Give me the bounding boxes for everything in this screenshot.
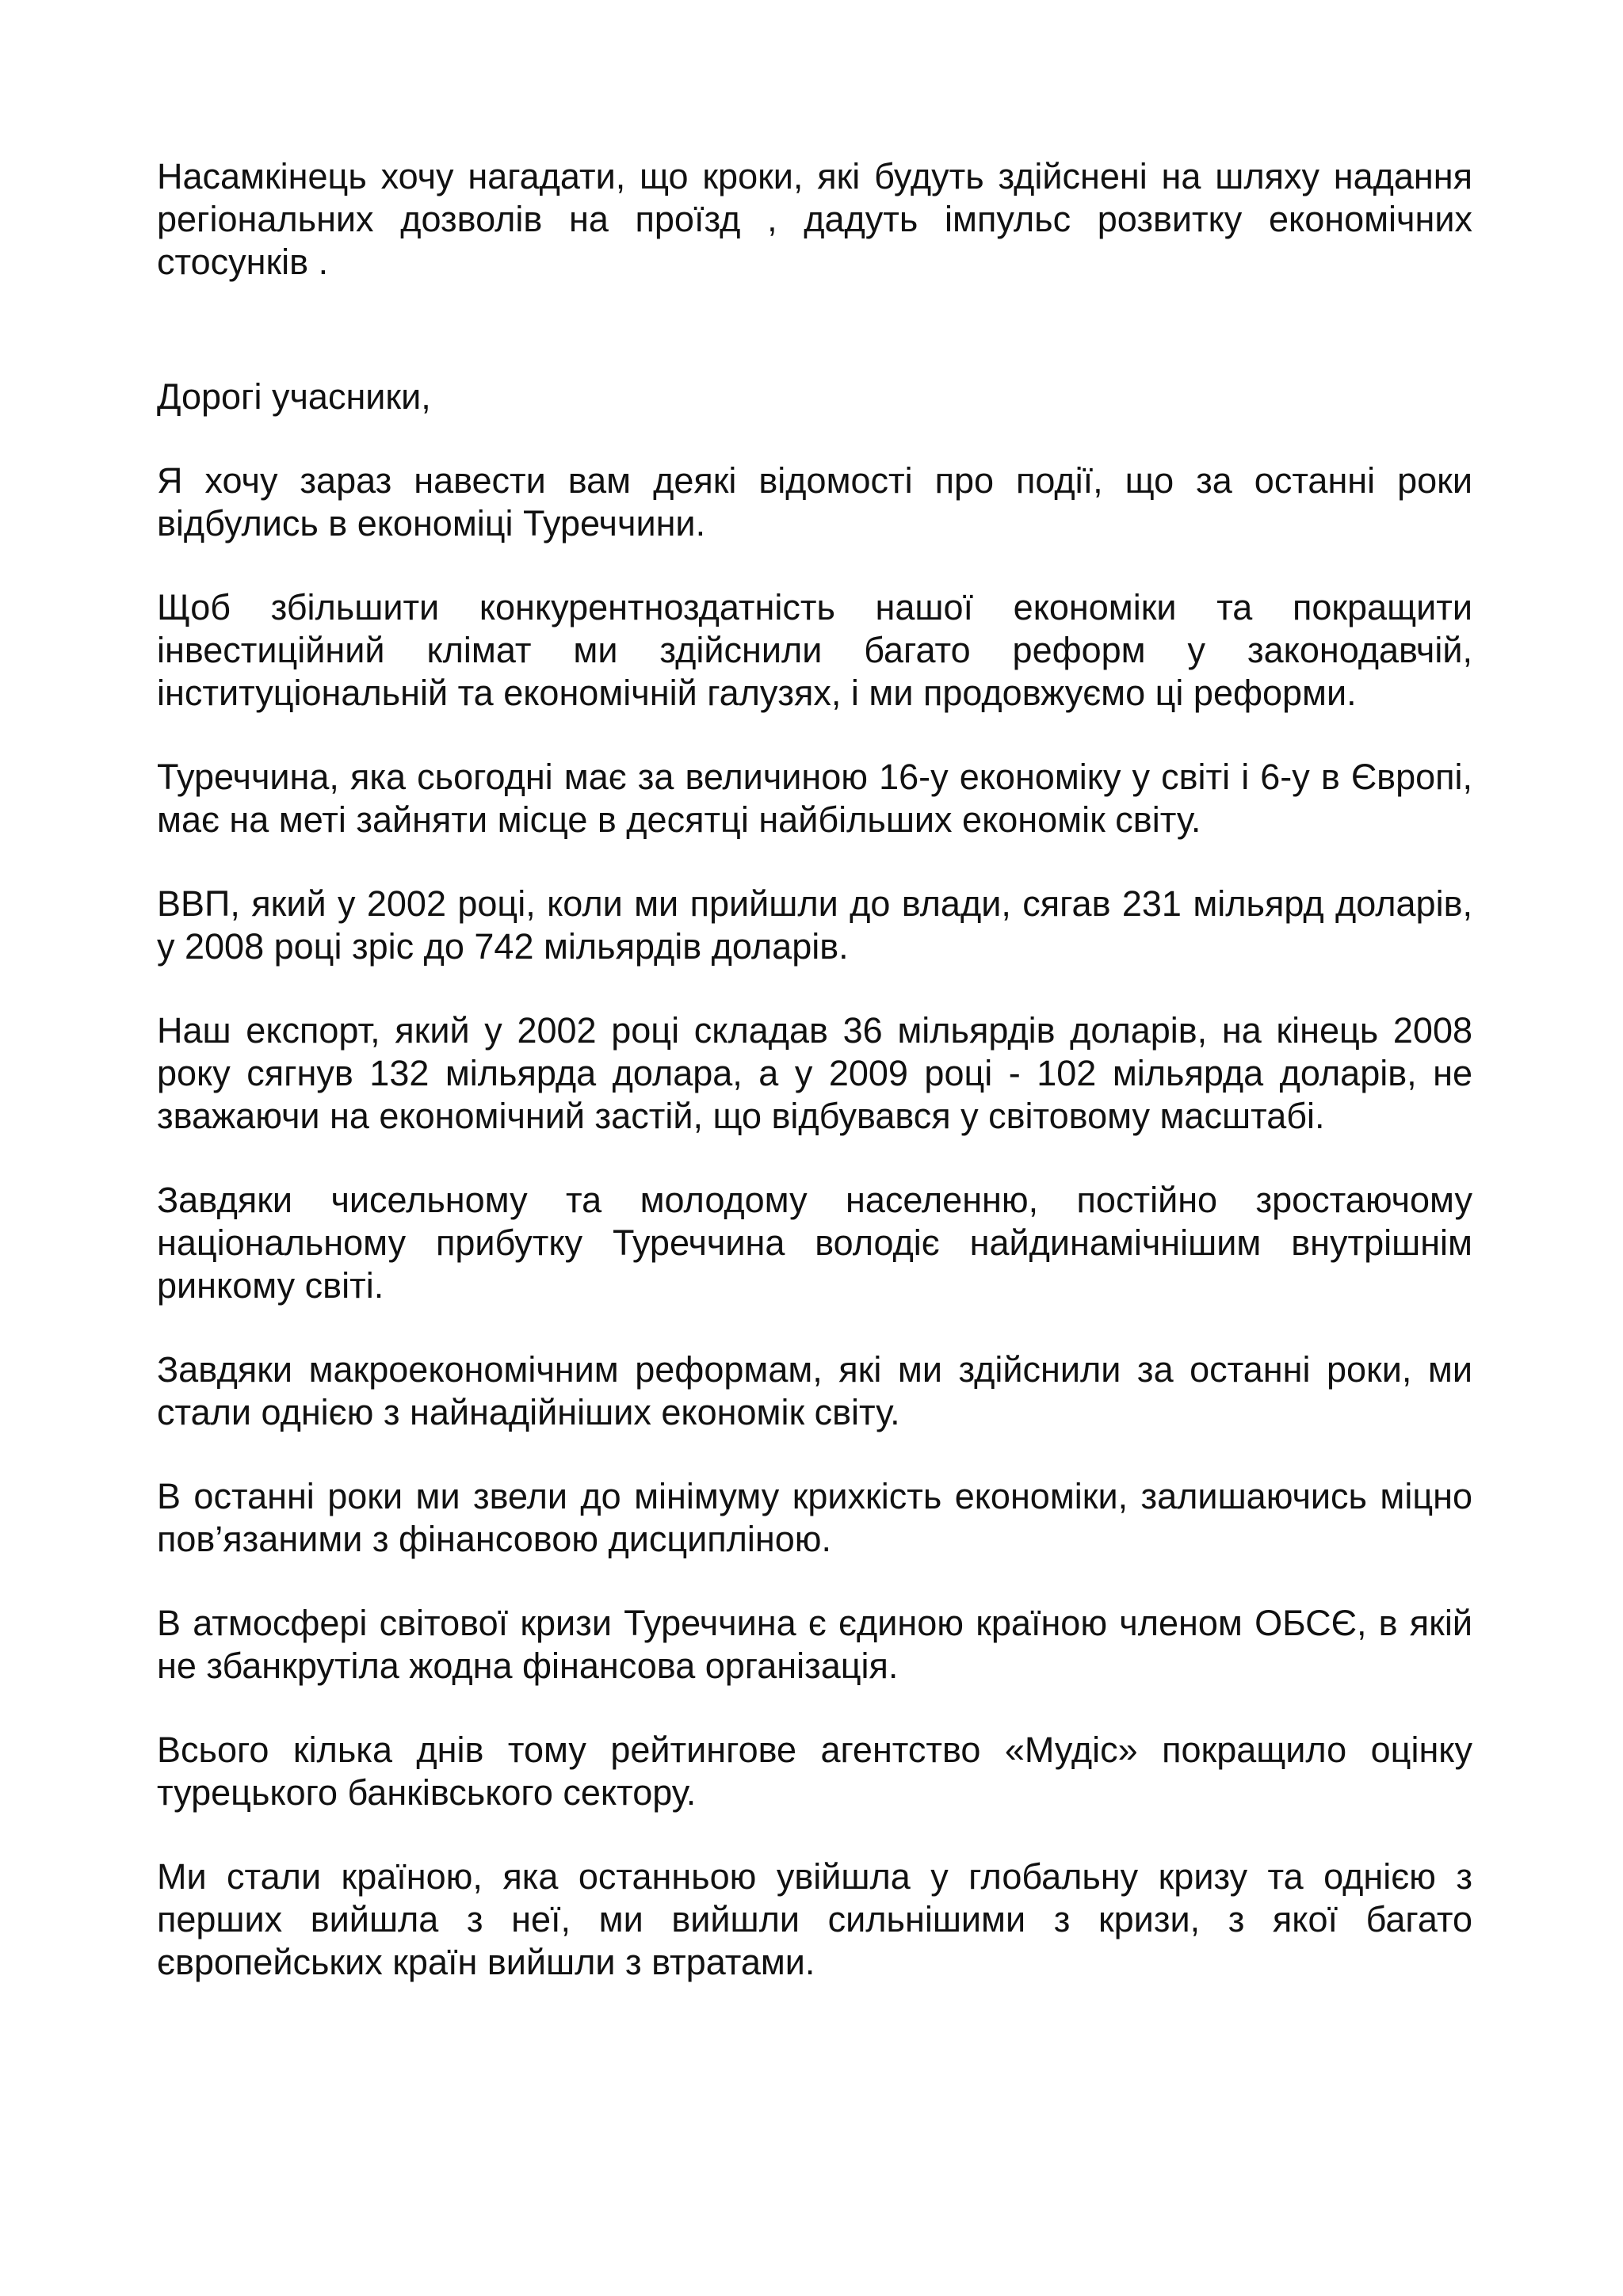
paragraph-fragility: В останні роки ми звели до мінімуму крихкість економіки, залишаючись міцно пов’язаними з фінансовою дисципліною. xyxy=(157,1476,1472,1559)
paragraph-macro-reforms: Завдяки макроекономічним реформам, які ми здійснили за останні роки, ми стали однією з найнадійніших економік світу. xyxy=(157,1349,1472,1432)
paragraph-salutation: Дорогі учасники, xyxy=(157,376,431,417)
paragraph-recovery: Ми стали країною, яка останньою увійшла у глобальну кризу та однією з перших вийшла з неї, ми вийшли сильнішими з кризи, з якої багато європейських країн вийшли з втратами. xyxy=(157,1856,1472,1982)
paragraph-closing-remarks: Насамкінець хочу нагадати, що кроки, які будуть здійснені на шляху надання регіональних дозволів на проїзд , дадуть імпульс розвитку економічних стосунків . xyxy=(157,156,1472,282)
document-page xyxy=(157,155,1472,2025)
paragraph-reforms: Щоб збільшити конкурентноздатність нашої економіки та покращити інвестиційний клімат ми здійснили багато реформ у законодавчій, інституціональній та економічній галузях, і ми продовжуємо ці реформи. xyxy=(157,587,1472,713)
paragraph-economy-rank: Туреччина, яка сьогодні має за величиною 16-у економіку у світі і 6-у в Європі, має на меті зайняти місце в десятці найбільших економік світу. xyxy=(157,757,1472,840)
paragraph-intro: Я хочу зараз навести вам деякі відомості про події, що за останні роки відбулись в економіці Туреччини. xyxy=(157,460,1472,543)
paragraph-population: Завдяки чисельному та молодому населенню, постійно зростаючому національному прибутку Туреччина володіє найдинамічнішим внутрішнім ринкому світі. xyxy=(157,1180,1472,1306)
paragraph-gdp: ВВП, який у 2002 році, коли ми прийшли до влади, сягав 231 мільярд доларів, у 2008 році зріс до 742 мільярдів доларів. xyxy=(157,883,1472,967)
paragraph-moodys: Всього кілька днів тому рейтингове агентство «Мудіс» покращило оцінку турецького банківського сектору. xyxy=(157,1730,1472,1813)
paragraph-exports: Наш експорт, який у 2002 році складав 36 мільярдів доларів, на кінець 2008 року сягнув 132 мільярда долара, а у 2009 році - 102 мільярда доларів, не зважаючи на економічний застій, що відбувався у світовому масштабі. xyxy=(157,1010,1472,1136)
paragraph-crisis: В атмосфері світової кризи Туреччина є єдиною країною членом ОБСЄ, в якій не збанкрутіла жодна фінансова організація. xyxy=(157,1603,1472,1686)
